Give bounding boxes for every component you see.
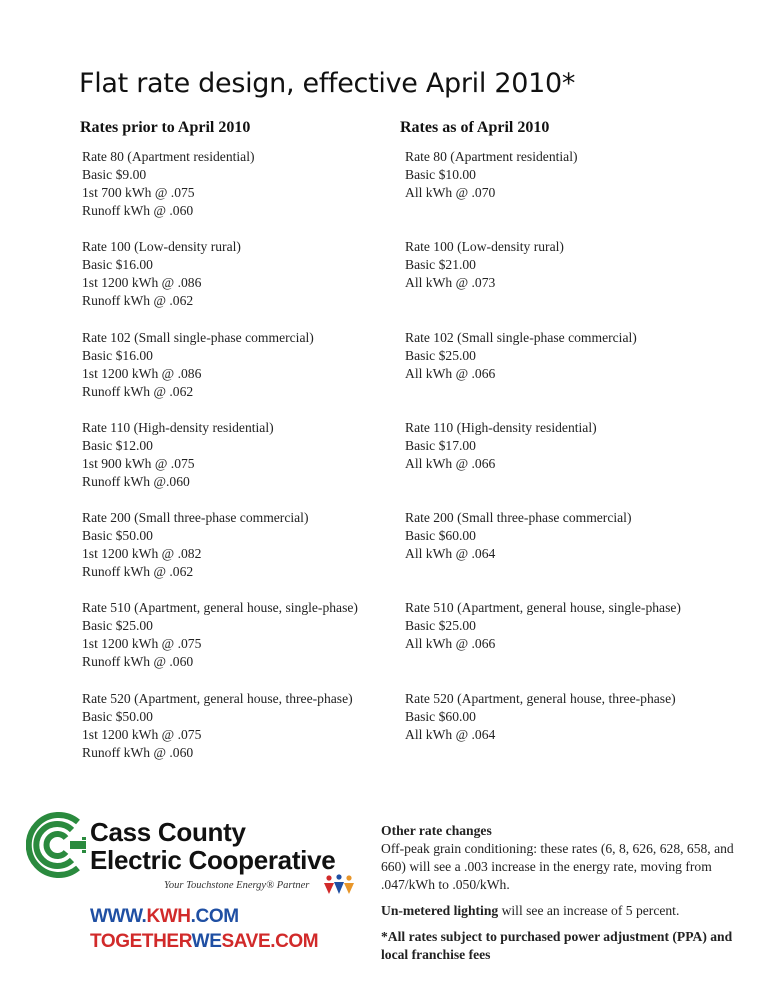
rate-name: Rate 102 (Small single-phase commercial) [82, 329, 314, 345]
rate-name: Rate 100 (Low-density rural) [82, 239, 241, 255]
rate-basic-charge: Basic $50.00 [82, 708, 153, 724]
footnote-ppa: *All rates subject to purchased power adjustment (PPA) and local franchise fees [381, 929, 733, 962]
rate-block-left-rate-520 [82, 690, 402, 780]
rate-basic-charge: Basic $25.00 [82, 618, 153, 634]
logo-tagline: Your Touchstone Energy® Partner [164, 880, 310, 891]
rate-name: Rate 200 (Small three-phase commercial) [405, 510, 632, 526]
rate-basic-charge: Basic $10.00 [405, 167, 476, 182]
cooperative-name-line-2: Electric Cooperative [90, 845, 336, 875]
rate-energy-charge: Runoff kWh @ .060 [82, 744, 194, 760]
new-rates-list [405, 148, 725, 780]
rate-energy-charge: Runoff kWh @ .062 [82, 383, 194, 399]
rate-name: Rate 200 (Small three-phase commercial) [82, 510, 309, 526]
rate-energy-charge: 1st 1200 kWh @ .075 [82, 726, 202, 742]
rate-block-right-rate-520 [405, 690, 725, 780]
rate-energy-charge: 1st 1200 kWh @ .086 [82, 365, 202, 381]
rate-energy-charge: 1st 1200 kWh @ .082 [82, 546, 202, 562]
rate-name: Rate 80 (Apartment residential) [82, 149, 255, 164]
prior-rates-list [82, 148, 402, 780]
cass-county-c-plug-logo-icon [26, 810, 88, 880]
unmetered-lighting-note: Un-metered lighting will see an increase of 5 percent. [381, 903, 680, 918]
cooperative-name-line-1: Cass County [90, 817, 246, 847]
rate-name: Rate 510 (Apartment, general house, single-phase) [405, 600, 681, 616]
rate-basic-charge: Basic $16.00 [82, 347, 153, 363]
grain-conditioning-note: Off-peak grain conditioning: these rates (6, 8, 626, 628, 658, and 660) will see a .003 increase in the energy rate, moving from .047/kWh to .050/kWh. [381, 841, 734, 892]
rate-name: Rate 102 (Small single-phase commercial) [405, 329, 637, 345]
rate-energy-charge: 1st 700 kWh @ .075 [82, 185, 195, 200]
rate-block-left-rate-110 [82, 419, 402, 509]
rate-block-left-rate-80 [82, 148, 402, 238]
rate-energy-charge: All kWh @ .066 [405, 636, 496, 652]
column-heading-new-rates: Rates as of April 2010 [400, 119, 550, 136]
rate-block-right-rate-510 [405, 599, 725, 689]
rate-basic-charge: Basic $60.00 [405, 708, 476, 724]
rate-basic-charge: Basic $9.00 [82, 167, 147, 182]
rate-energy-charge: All kWh @ .064 [405, 726, 496, 742]
rate-name: Rate 110 (High-density residential) [82, 419, 274, 435]
rate-energy-charge: Runoff kWh @.060 [82, 473, 190, 489]
rate-energy-charge: All kWh @ .073 [405, 275, 496, 291]
rate-energy-charge: All kWh @ .070 [405, 185, 496, 200]
rate-block-right-rate-110 [405, 419, 725, 509]
rate-name: Rate 110 (High-density residential) [405, 419, 597, 435]
rate-energy-charge: 1st 900 kWh @ .075 [82, 455, 195, 471]
rate-basic-charge: Basic $21.00 [405, 257, 476, 273]
cooperative-name [90, 818, 335, 874]
rate-energy-charge: Runoff kWh @ .062 [82, 293, 194, 309]
page-title: Flat rate design, effective April 2010* [79, 68, 576, 99]
rate-basic-charge: Basic $60.00 [405, 528, 476, 544]
rate-name: Rate 510 (Apartment, general house, single-phase) [82, 600, 358, 616]
website-kwh-link[interactable]: WWW.KWH.COM [90, 906, 239, 927]
rate-name: Rate 520 (Apartment, general house, three-phase) [405, 690, 676, 706]
rate-block-left-rate-102 [82, 329, 402, 419]
rate-block-right-rate-80 [405, 148, 725, 238]
rate-block-right-rate-100 [405, 238, 725, 328]
website-togetherwesave-link[interactable]: TOGETHERWESAVE.COM [90, 931, 319, 952]
rate-block-left-rate-510 [82, 599, 402, 689]
rate-basic-charge: Basic $25.00 [405, 347, 476, 363]
rate-energy-charge: 1st 1200 kWh @ .086 [82, 275, 202, 291]
rate-name: Rate 80 (Apartment residential) [405, 149, 578, 164]
rate-block-right-rate-102 [405, 329, 725, 419]
rate-name: Rate 520 (Apartment, general house, three-phase) [82, 690, 353, 706]
rate-block-right-rate-200 [405, 509, 725, 599]
rate-basic-charge: Basic $50.00 [82, 528, 153, 544]
touchstone-energy-people-icon [322, 874, 356, 896]
rate-energy-charge: Runoff kWh @ .062 [82, 564, 194, 580]
rate-energy-charge: All kWh @ .066 [405, 365, 496, 381]
rate-energy-charge: All kWh @ .064 [405, 546, 496, 562]
rate-energy-charge: Runoff kWh @ .060 [82, 203, 194, 218]
rate-energy-charge: All kWh @ .066 [405, 455, 496, 471]
column-heading-prior-rates: Rates prior to April 2010 [80, 119, 251, 136]
rate-basic-charge: Basic $25.00 [405, 618, 476, 634]
other-rate-changes [381, 822, 756, 964]
rate-name: Rate 100 (Low-density rural) [405, 239, 564, 255]
rate-basic-charge: Basic $16.00 [82, 257, 153, 273]
cooperative-logo [26, 808, 366, 908]
other-rate-changes-heading: Other rate changes [381, 823, 492, 838]
rate-basic-charge: Basic $17.00 [405, 437, 476, 453]
rate-block-left-rate-100 [82, 238, 402, 328]
rate-basic-charge: Basic $12.00 [82, 437, 153, 453]
rate-energy-charge: Runoff kWh @ .060 [82, 654, 194, 670]
rate-energy-charge: 1st 1200 kWh @ .075 [82, 636, 202, 652]
rate-block-left-rate-200 [82, 509, 402, 599]
